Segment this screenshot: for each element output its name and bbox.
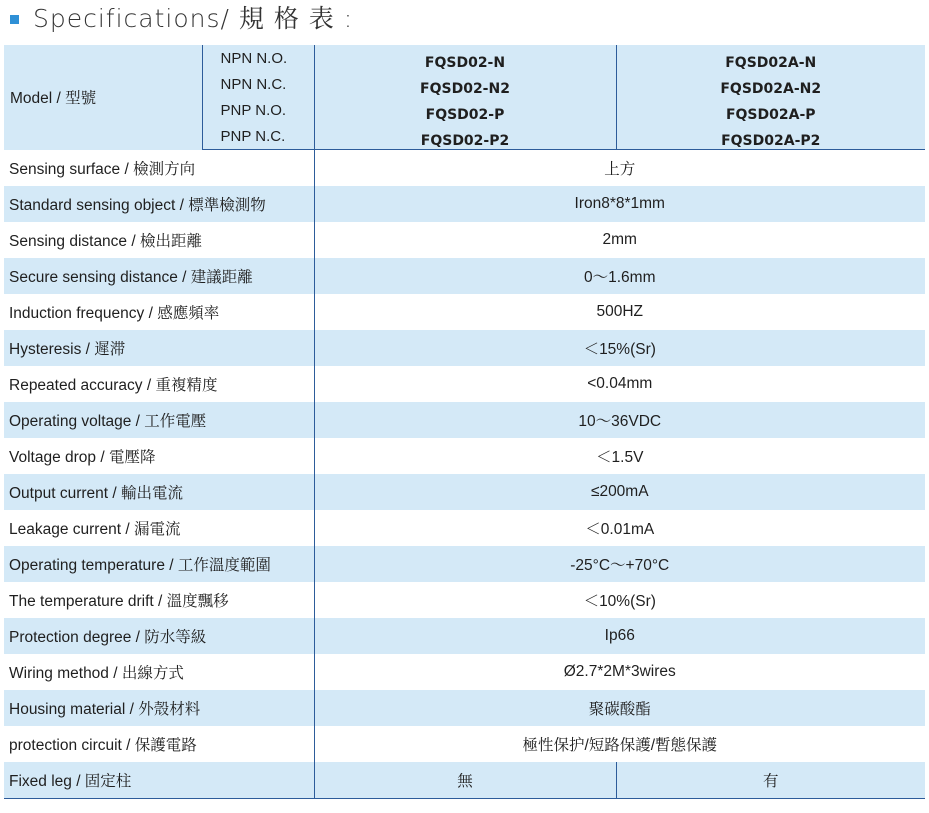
spec-value: 上方 bbox=[604, 161, 636, 178]
wiring-type: PNP N.C. bbox=[202, 123, 314, 150]
model-number: FQSD02A-P bbox=[616, 97, 925, 123]
spec-row bbox=[4, 510, 925, 546]
spec-row-fixed-leg bbox=[4, 762, 925, 799]
spec-row bbox=[4, 474, 925, 510]
model-number: FQSD02-N bbox=[314, 45, 616, 71]
spec-name: Repeated accuracy / 重複精度 bbox=[4, 366, 314, 402]
spec-name: Secure sensing distance / 建議距離 bbox=[4, 258, 314, 294]
spec-row bbox=[4, 690, 925, 726]
spec-row bbox=[4, 546, 925, 582]
model-number: FQSD02A-P2 bbox=[616, 123, 925, 150]
spec-name: Standard sensing object / 標準檢測物 bbox=[4, 186, 314, 222]
spec-value: ＜1.5V bbox=[596, 449, 644, 466]
spec-name: The temperature drift / 溫度飄移 bbox=[4, 582, 314, 618]
model-number: FQSD02-P bbox=[314, 97, 616, 123]
spec-row bbox=[4, 438, 925, 474]
spec-value: 無 bbox=[314, 762, 616, 799]
spec-value: Ø2.7*2M*3wires bbox=[563, 663, 676, 680]
spec-row bbox=[4, 618, 925, 654]
spec-name: protection circuit / 保護電路 bbox=[4, 726, 314, 762]
spec-row bbox=[4, 366, 925, 402]
specifications-table bbox=[4, 45, 925, 799]
spec-row bbox=[4, 726, 925, 762]
spec-row bbox=[4, 402, 925, 438]
spec-name: Leakage current / 漏電流 bbox=[4, 510, 314, 546]
section-header bbox=[10, 0, 353, 34]
section-title: Specifications/ 規 格 表 : bbox=[33, 4, 354, 33]
spec-name: Output current / 輸出電流 bbox=[4, 474, 314, 510]
wiring-type: NPN N.O. bbox=[202, 45, 314, 71]
spec-value: 聚碳酸酯 bbox=[314, 690, 925, 726]
spec-row bbox=[4, 150, 925, 187]
spec-row bbox=[4, 654, 925, 690]
model-number: FQSD02-N2 bbox=[314, 71, 616, 97]
spec-row bbox=[4, 582, 925, 618]
spec-name: Wiring method / 出線方式 bbox=[4, 654, 314, 690]
spec-name: Operating voltage / 工作電壓 bbox=[4, 402, 314, 438]
spec-row bbox=[4, 222, 925, 258]
spec-value: 10～36VDC bbox=[314, 402, 925, 438]
model-number: FQSD02A-N bbox=[616, 45, 925, 71]
wiring-type: PNP N.O. bbox=[202, 97, 314, 123]
spec-name: Housing material / 外殼材料 bbox=[4, 690, 314, 726]
spec-row bbox=[4, 330, 925, 366]
wiring-type: NPN N.C. bbox=[202, 71, 314, 97]
spec-value: ＜10%(Sr) bbox=[583, 593, 656, 610]
spec-value: 有 bbox=[616, 762, 925, 799]
spec-value: ≤200mA bbox=[314, 474, 925, 510]
spec-row bbox=[4, 186, 925, 222]
model-label: Model / 型號 bbox=[4, 45, 202, 150]
spec-name: Induction frequency / 感應頻率 bbox=[4, 294, 314, 330]
spec-name: Sensing surface / 檢測方向 bbox=[4, 150, 314, 187]
spec-value: 2mm bbox=[602, 231, 637, 248]
spec-value: -25°C～+70°C bbox=[314, 546, 925, 582]
spec-name: Operating temperature / 工作溫度範圍 bbox=[4, 546, 314, 582]
spec-row bbox=[4, 258, 925, 294]
spec-value: <0.04mm bbox=[587, 375, 653, 392]
spec-name: Fixed leg / 固定柱 bbox=[4, 762, 314, 799]
spec-value: Ip66 bbox=[314, 618, 925, 654]
spec-value: 極性保护/短路保護/暫態保護 bbox=[522, 737, 718, 754]
spec-name: Protection degree / 防水等級 bbox=[4, 618, 314, 654]
model-row bbox=[4, 45, 925, 71]
spec-value: 0～1.6mm bbox=[314, 258, 925, 294]
spec-value: Iron8*8*1mm bbox=[314, 186, 925, 222]
square-bullet-icon bbox=[10, 15, 19, 24]
spec-row bbox=[4, 294, 925, 330]
model-number: FQSD02A-N2 bbox=[616, 71, 925, 97]
spec-name: Voltage drop / 電壓降 bbox=[4, 438, 314, 474]
spec-value: ＜15%(Sr) bbox=[314, 330, 925, 366]
spec-value: 500HZ bbox=[596, 303, 644, 320]
spec-name: Hysteresis / 遲滞 bbox=[4, 330, 314, 366]
spec-value: ＜0.01mA bbox=[585, 521, 655, 538]
spec-name: Sensing distance / 檢出距離 bbox=[4, 222, 314, 258]
model-number: FQSD02-P2 bbox=[314, 123, 616, 150]
